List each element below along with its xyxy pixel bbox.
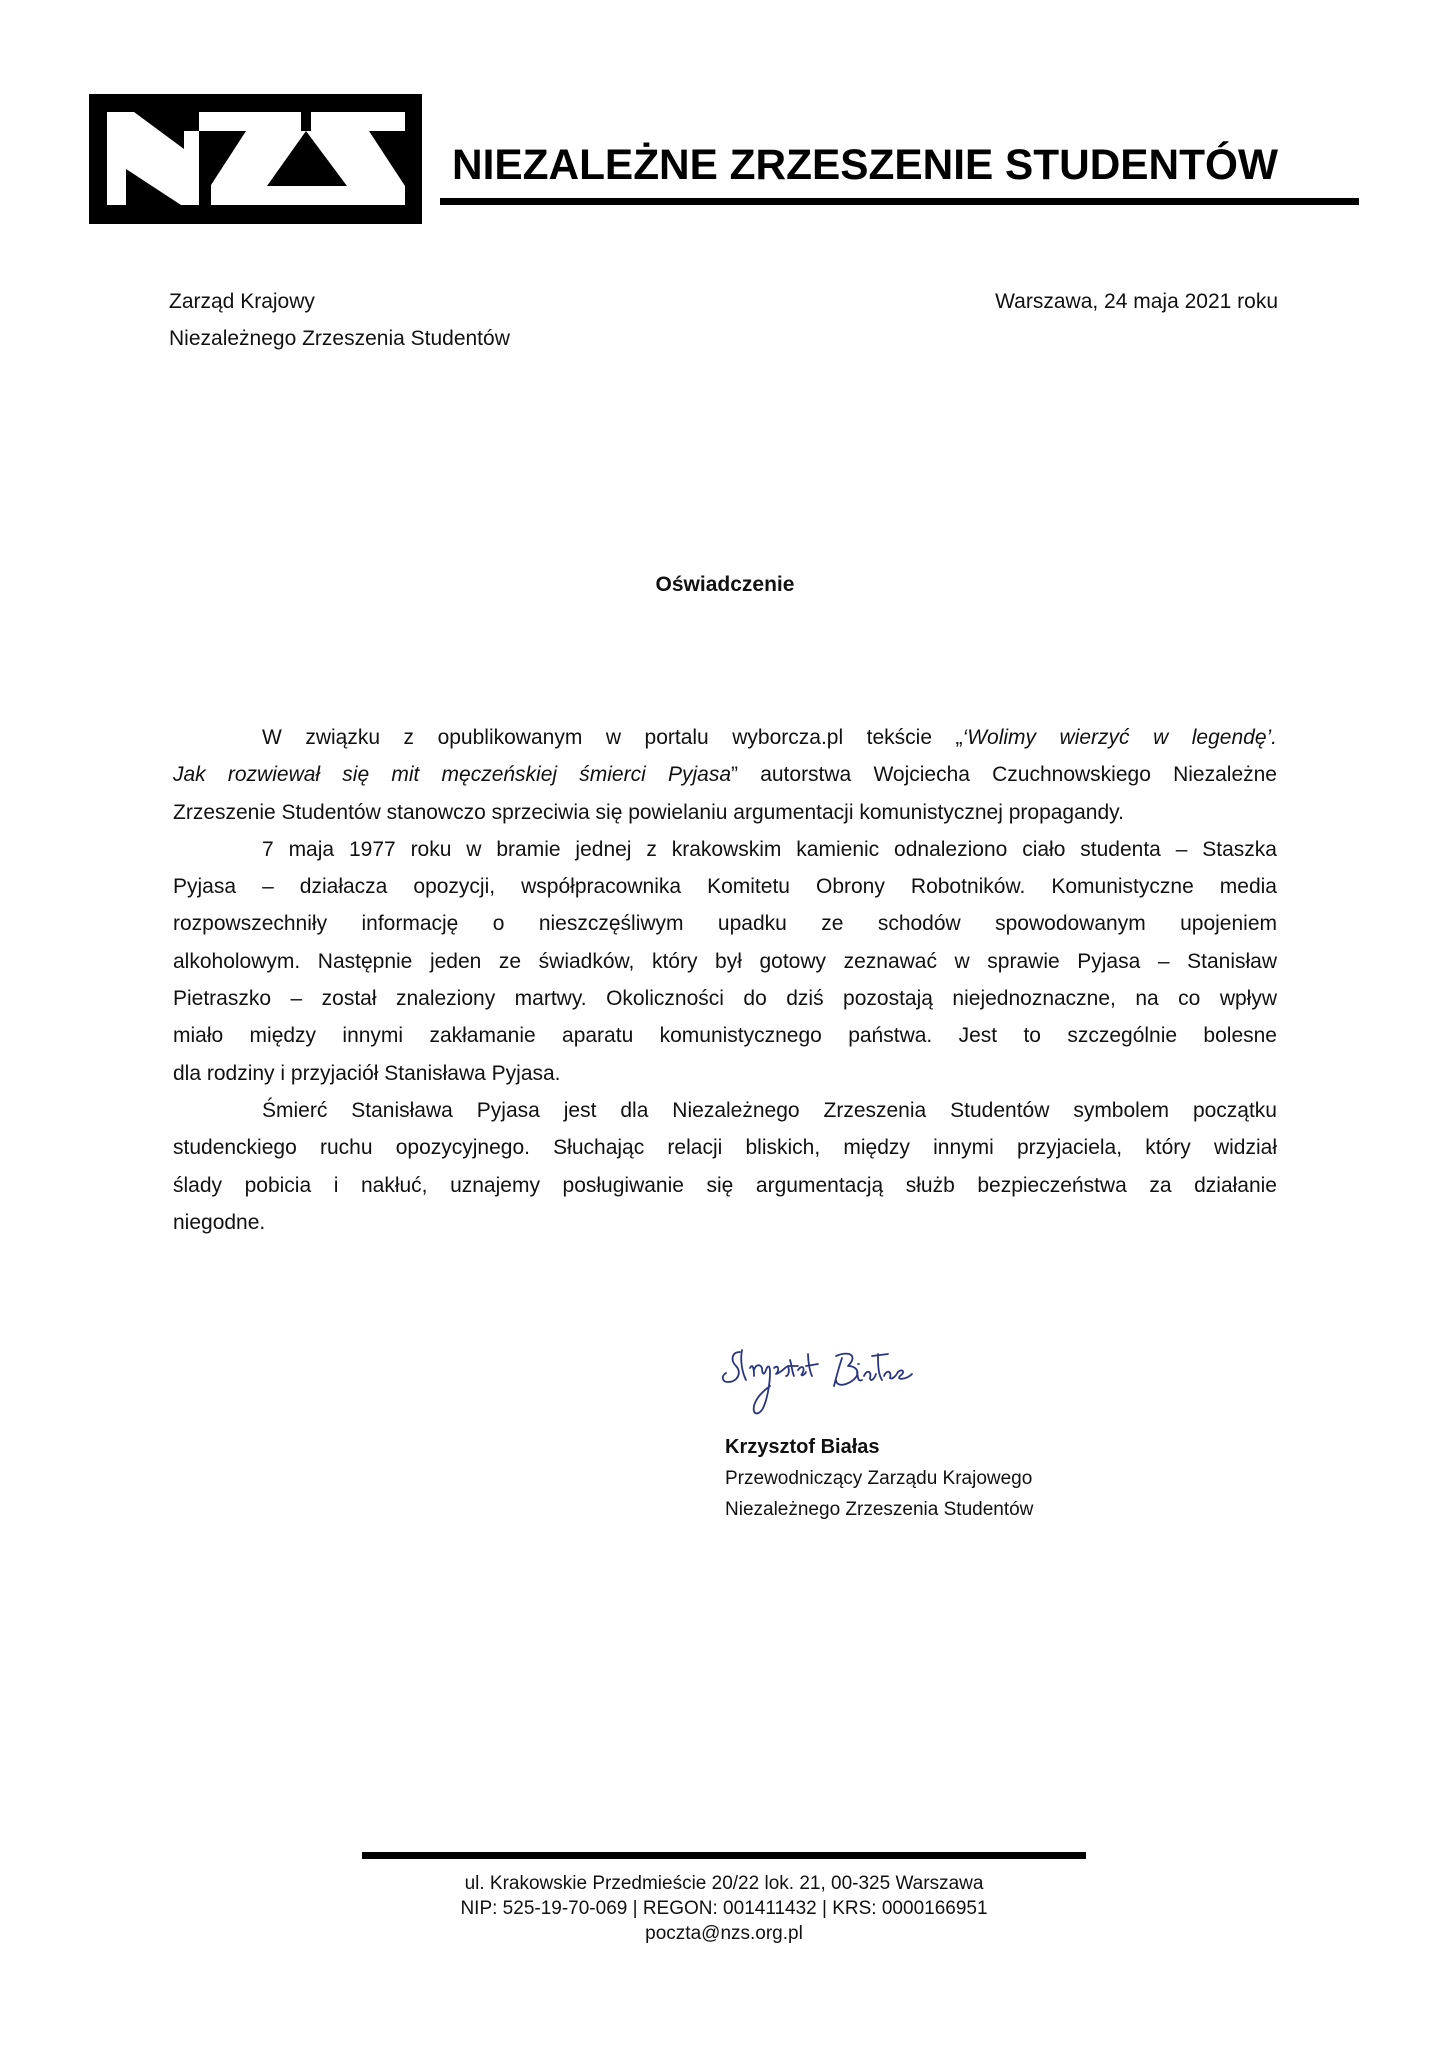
body-line: 7 maja 1977 roku w bramie jednej z krakowskim kamienic odnaleziono ciało studenta – Staszka <box>262 837 1277 861</box>
organization-title: NIEZALEŻNE ZRZESZENIE STUDENTÓW <box>452 141 1278 189</box>
body-line: Pietraszko – został znaleziony martwy. Okoliczności do dziś pozostają niejednoznaczne, na co wpływ <box>173 987 1277 1011</box>
handwritten-signature <box>718 1346 933 1422</box>
footer-contact <box>362 1871 1086 1946</box>
body-line: Pyjasa – działacza opozycji, współpracownika Komitetu Obrony Robotników. Komunistyczne media <box>173 875 1277 899</box>
footer-address: ul. Krakowskie Przedmieście 20/22 lok. 21, 00-325 Warszawa <box>464 1873 984 1894</box>
footer-registry: NIP: 525-19-70-069 | REGON: 001411432 | KRS: 0000166951 <box>460 1898 988 1919</box>
sender-block <box>169 283 510 357</box>
signer-role-line-2: Niezależnego Zrzeszenia Studentów <box>725 1499 1034 1520</box>
letter-date: Warszawa, 24 maja 2021 roku <box>995 290 1278 313</box>
body-line: miało między innymi zakłamanie aparatu komunistycznego państwa. Jest to szczególnie bolesne <box>173 1024 1277 1048</box>
header-rule <box>440 198 1359 205</box>
body-line: ślady pobicia i nakłuć, uznajemy posługiwanie się argumentacją służb bezpieczeństwa za działanie <box>173 1173 1277 1197</box>
signer-role-line-1: Przewodniczący Zarządu Krajowego <box>725 1468 1033 1489</box>
body-line: Zrzeszenie Studentów stanowczo sprzeciwia się powielaniu argumentacji komunistycznej propagandy. <box>173 800 1124 824</box>
nzs-logo <box>89 94 422 224</box>
sender-line-2: Niezależnego Zrzeszenia Studentów <box>169 327 510 350</box>
body-line: Jak rozwiewał się mit męczeńskiej śmierci Pyjasa” autorstwa Wojciecha Czuchnowskiego Niezależne <box>173 763 1277 787</box>
footer-email-link[interactable]: poczta@nzs.org.pl <box>645 1923 803 1944</box>
body-line: niegodne. <box>173 1210 266 1234</box>
body-line: rozpowszechniły informację o nieszczęśliwym upadku ze schodów spowodowanym upojeniem <box>173 912 1277 936</box>
paragraph-2 <box>173 831 1277 1092</box>
body-line: W związku z opublikowanym w portalu wyborcza.pl tekście „‘Wolimy wierzyć w legendę’. <box>262 726 1277 749</box>
paragraph-1 <box>173 719 1277 831</box>
body-line: Śmierć Stanisława Pyjasa jest dla Niezależnego Zrzeszenia Studentów symbolem początku <box>262 1098 1277 1122</box>
sender-line-1: Zarząd Krajowy <box>169 290 315 313</box>
body-line: studenckiego ruchu opozycyjnego. Słuchając relacji bliskich, między innymi przyjaciela, który widział <box>173 1136 1277 1160</box>
signer-block <box>725 1432 1033 1525</box>
statement-title: Oświadczenie <box>655 573 795 596</box>
footer-rule <box>362 1852 1086 1859</box>
body-line: alkoholowym. Następnie jeden ze świadków, który był gotowy zeznawać w sprawie Pyjasa – Stanisław <box>173 949 1277 973</box>
body-line: dla rodziny i przyjaciół Stanisława Pyjasa. <box>173 1061 561 1085</box>
paragraph-3 <box>173 1092 1277 1241</box>
statement-body <box>173 719 1277 1241</box>
signer-name: Krzysztof Białas <box>725 1436 880 1458</box>
